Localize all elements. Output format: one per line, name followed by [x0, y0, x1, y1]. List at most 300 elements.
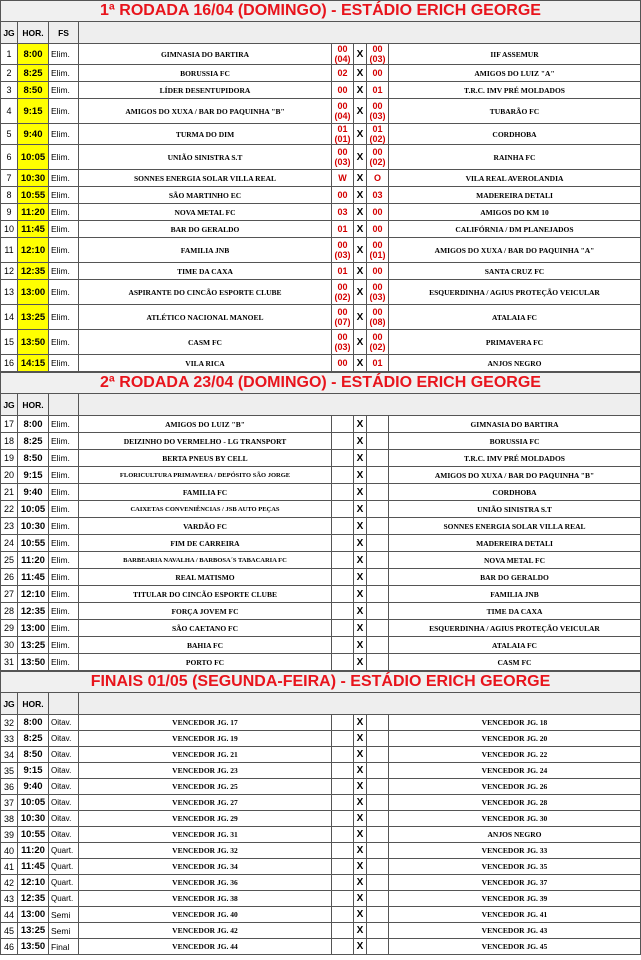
- versus-mark: X: [354, 330, 367, 355]
- match-phase: Elim.: [49, 263, 79, 280]
- match-phase: Oitav.: [49, 715, 79, 731]
- versus-mark: X: [354, 586, 367, 603]
- away-penalties: (03): [369, 292, 386, 302]
- match-phase: Elim.: [49, 145, 79, 170]
- away-team: VENCEDOR JG. 41: [389, 907, 641, 923]
- match-time: 10:30: [18, 170, 49, 187]
- game-number: 44: [1, 907, 18, 923]
- away-score: [367, 923, 389, 939]
- versus-mark: X: [354, 263, 367, 280]
- game-number: 14: [1, 305, 18, 330]
- versus-mark: X: [354, 467, 367, 484]
- away-score: [367, 875, 389, 891]
- away-team: ATALAIA FC: [389, 305, 641, 330]
- away-team: VENCEDOR JG. 33: [389, 843, 641, 859]
- match-phase: Elim.: [49, 603, 79, 620]
- home-score: [332, 779, 354, 795]
- home-goals: 03: [337, 207, 348, 217]
- match-phase: Semi: [49, 907, 79, 923]
- away-score: [367, 467, 389, 484]
- home-score: [332, 221, 354, 238]
- header-spacer: [79, 693, 641, 715]
- home-score: [332, 65, 354, 82]
- home-team: DEIZINHO DO VERMELHO - LG TRANSPORT: [79, 433, 332, 450]
- match-time: 13:50: [18, 330, 49, 355]
- away-score: [367, 654, 389, 671]
- versus-mark: X: [354, 569, 367, 586]
- home-score: [332, 484, 354, 501]
- match-row: [0, 923, 641, 939]
- match-time: 10:30: [18, 811, 49, 827]
- home-penalties: (04): [334, 54, 351, 64]
- game-number: 8: [1, 187, 18, 204]
- header-hor: HOR.: [18, 22, 49, 44]
- match-time: 12:10: [18, 238, 49, 263]
- away-goals: 00: [372, 68, 383, 78]
- home-team: VENCEDOR JG. 36: [79, 875, 332, 891]
- away-team: VENCEDOR JG. 35: [389, 859, 641, 875]
- match-row: [0, 501, 641, 518]
- game-number: 6: [1, 145, 18, 170]
- away-team: ESQUERDINHA / AGIUS PROTEÇÃO VEICULAR: [389, 620, 641, 637]
- versus-mark: X: [354, 170, 367, 187]
- away-team: TIME DA CAXA: [389, 603, 641, 620]
- home-team: VARDÃO FC: [79, 518, 332, 535]
- away-penalties: (02): [369, 342, 386, 352]
- versus-mark: X: [354, 939, 367, 955]
- away-team: IIF ASSEMUR: [389, 44, 641, 65]
- away-penalties: (03): [369, 111, 386, 121]
- match-row: [0, 939, 641, 955]
- match-row: [0, 484, 641, 501]
- match-time: 10:05: [18, 501, 49, 518]
- home-team: FAMILIA JNB: [79, 238, 332, 263]
- game-number: 46: [1, 939, 18, 955]
- match-phase: Elim.: [49, 467, 79, 484]
- match-phase: Quart.: [49, 843, 79, 859]
- match-time: 9:15: [18, 763, 49, 779]
- away-score: [367, 99, 389, 124]
- home-team: ATLÉTICO NACIONAL MANOEL: [79, 305, 332, 330]
- game-number: 12: [1, 263, 18, 280]
- match-time: 8:25: [18, 731, 49, 747]
- header-fs: FS: [49, 22, 79, 44]
- game-number: 40: [1, 843, 18, 859]
- game-number: 37: [1, 795, 18, 811]
- away-team: AMIGOS DO XUXA / BAR DO PAQUINHA "B": [389, 467, 641, 484]
- game-number: 41: [1, 859, 18, 875]
- home-score: [332, 330, 354, 355]
- home-team: FIM DE CARREIRA: [79, 535, 332, 552]
- header-hor: HOR.: [18, 693, 49, 715]
- game-number: 15: [1, 330, 18, 355]
- home-team: CASM FC: [79, 330, 332, 355]
- header-fs: [49, 394, 79, 416]
- match-phase: Elim.: [49, 65, 79, 82]
- match-row: [0, 843, 641, 859]
- round-title: FINAIS 01/05 (SEGUNDA-FEIRA) - ESTÁDIO ERICH GEORGE: [0, 671, 641, 693]
- match-phase: Elim.: [49, 586, 79, 603]
- versus-mark: X: [354, 484, 367, 501]
- match-time: 10:05: [18, 795, 49, 811]
- away-penalties: (03): [369, 54, 386, 64]
- match-phase: Oitav.: [49, 747, 79, 763]
- away-team: VENCEDOR JG. 20: [389, 731, 641, 747]
- home-score: [332, 603, 354, 620]
- home-team: VENCEDOR JG. 40: [79, 907, 332, 923]
- home-goals: 00: [337, 85, 348, 95]
- home-team: BAHIA FC: [79, 637, 332, 654]
- home-team: GIMNASIA DO BARTIRA: [79, 44, 332, 65]
- versus-mark: X: [354, 124, 367, 145]
- match-phase: Elim.: [49, 355, 79, 372]
- match-phase: Quart.: [49, 891, 79, 907]
- table-header: [0, 22, 641, 44]
- away-team: AMIGOS DO LUIZ "A": [389, 65, 641, 82]
- match-row: [0, 779, 641, 795]
- versus-mark: X: [354, 204, 367, 221]
- match-time: 10:55: [18, 827, 49, 843]
- home-team: VILA RICA: [79, 355, 332, 372]
- home-goals: 00: [337, 282, 348, 292]
- away-team: GIMNASIA DO BARTIRA: [389, 416, 641, 433]
- home-team: SONNES ENERGIA SOLAR VILLA REAL: [79, 170, 332, 187]
- match-phase: Elim.: [49, 187, 79, 204]
- away-team: MADEREIRA DETALI: [389, 187, 641, 204]
- away-goals: 00: [372, 307, 383, 317]
- away-score: [367, 484, 389, 501]
- match-row: [0, 535, 641, 552]
- match-time: 13:00: [18, 907, 49, 923]
- versus-mark: X: [354, 65, 367, 82]
- match-time: 13:50: [18, 939, 49, 955]
- home-team: FORÇA JOVEM FC: [79, 603, 332, 620]
- match-phase: Elim.: [49, 518, 79, 535]
- home-team: UNIÃO SINISTRA S.T: [79, 145, 332, 170]
- home-score: [332, 170, 354, 187]
- match-phase: Semi: [49, 923, 79, 939]
- home-score: [332, 467, 354, 484]
- away-team: CORDHOBA: [389, 124, 641, 145]
- versus-mark: X: [354, 433, 367, 450]
- match-time: 8:50: [18, 82, 49, 99]
- match-phase: Oitav.: [49, 763, 79, 779]
- match-phase: Elim.: [49, 170, 79, 187]
- away-score: [367, 170, 389, 187]
- match-time: 11:20: [18, 552, 49, 569]
- home-penalties: (04): [334, 111, 351, 121]
- versus-mark: X: [354, 221, 367, 238]
- away-goals: 00: [372, 207, 383, 217]
- home-score: [332, 518, 354, 535]
- home-score: [332, 124, 354, 145]
- away-penalties: (02): [369, 157, 386, 167]
- game-number: 22: [1, 501, 18, 518]
- match-row: [0, 518, 641, 535]
- away-score: [367, 939, 389, 955]
- home-goals: 00: [337, 190, 348, 200]
- home-goals: 00: [337, 147, 348, 157]
- match-row: [0, 467, 641, 484]
- versus-mark: X: [354, 44, 367, 65]
- game-number: 16: [1, 355, 18, 372]
- match-row: [0, 187, 641, 204]
- away-score: [367, 747, 389, 763]
- away-score: [367, 811, 389, 827]
- match-phase: Elim.: [49, 433, 79, 450]
- match-row: [0, 124, 641, 145]
- match-phase: Oitav.: [49, 827, 79, 843]
- match-time: 14:15: [18, 355, 49, 372]
- home-goals: 00: [337, 332, 348, 342]
- home-team: LÍDER DESENTUPIDORA: [79, 82, 332, 99]
- versus-mark: X: [354, 715, 367, 731]
- home-goals: 02: [337, 68, 348, 78]
- away-score: [367, 603, 389, 620]
- away-score: [367, 305, 389, 330]
- away-team: VENCEDOR JG. 45: [389, 939, 641, 955]
- versus-mark: X: [354, 501, 367, 518]
- match-phase: Final: [49, 939, 79, 955]
- versus-mark: X: [354, 875, 367, 891]
- home-score: [332, 569, 354, 586]
- match-phase: Oitav.: [49, 811, 79, 827]
- away-team: VENCEDOR JG. 30: [389, 811, 641, 827]
- game-number: 20: [1, 467, 18, 484]
- home-score: [332, 145, 354, 170]
- away-score: [367, 187, 389, 204]
- away-goals: 00: [372, 101, 383, 111]
- match-time: 10:55: [18, 187, 49, 204]
- home-team: BERTA PNEUS BY CELL: [79, 450, 332, 467]
- match-time: 13:00: [18, 620, 49, 637]
- versus-mark: X: [354, 450, 367, 467]
- versus-mark: X: [354, 280, 367, 305]
- home-team: AMIGOS DO LUIZ "B": [79, 416, 332, 433]
- away-goals: 00: [372, 282, 383, 292]
- header-fs: [49, 693, 79, 715]
- match-row: [0, 859, 641, 875]
- versus-mark: X: [354, 620, 367, 637]
- match-time: 11:20: [18, 843, 49, 859]
- game-number: 43: [1, 891, 18, 907]
- away-team: ESQUERDINHA / AGIUS PROTEÇÃO VEICULAR: [389, 280, 641, 305]
- versus-mark: X: [354, 99, 367, 124]
- home-team: VENCEDOR JG. 17: [79, 715, 332, 731]
- home-score: [332, 907, 354, 923]
- away-team: VENCEDOR JG. 43: [389, 923, 641, 939]
- header-jg: JG: [1, 22, 18, 44]
- home-score: [332, 811, 354, 827]
- away-score: [367, 124, 389, 145]
- game-number: 11: [1, 238, 18, 263]
- away-team: BORUSSIA FC: [389, 433, 641, 450]
- away-goals: 01: [372, 124, 383, 134]
- home-team: BAR DO GERALDO: [79, 221, 332, 238]
- match-row: [0, 795, 641, 811]
- home-score: [332, 416, 354, 433]
- home-penalties: (03): [334, 157, 351, 167]
- home-score: [332, 620, 354, 637]
- versus-mark: X: [354, 355, 367, 372]
- away-score: [367, 715, 389, 731]
- home-goals: 01: [337, 266, 348, 276]
- versus-mark: X: [354, 923, 367, 939]
- home-team: REAL MATISMO: [79, 569, 332, 586]
- game-number: 32: [1, 715, 18, 731]
- game-number: 38: [1, 811, 18, 827]
- match-row: [0, 44, 641, 65]
- away-goals: 00: [372, 332, 383, 342]
- away-team: UNIÃO SINISTRA S.T: [389, 501, 641, 518]
- away-score: [367, 859, 389, 875]
- match-phase: Elim.: [49, 238, 79, 263]
- match-row: [0, 569, 641, 586]
- game-number: 23: [1, 518, 18, 535]
- versus-mark: X: [354, 859, 367, 875]
- match-row: [0, 238, 641, 263]
- game-number: 26: [1, 569, 18, 586]
- match-time: 9:40: [18, 124, 49, 145]
- away-team: NOVA METAL FC: [389, 552, 641, 569]
- home-score: [332, 204, 354, 221]
- home-score: [332, 305, 354, 330]
- away-score: [367, 907, 389, 923]
- match-row: [0, 450, 641, 467]
- away-team: VENCEDOR JG. 24: [389, 763, 641, 779]
- match-row: [0, 355, 641, 372]
- game-number: 5: [1, 124, 18, 145]
- match-row: [0, 221, 641, 238]
- table-header: [0, 394, 641, 416]
- home-team: BARBEARIA NAVALHA / BARBOSA´S TABACARIA FC: [79, 552, 332, 569]
- match-phase: Elim.: [49, 280, 79, 305]
- home-score: [332, 923, 354, 939]
- home-goals: 00: [337, 101, 348, 111]
- away-goals: 00: [372, 266, 383, 276]
- match-row: [0, 763, 641, 779]
- game-number: 1: [1, 44, 18, 65]
- match-row: [0, 875, 641, 891]
- home-score: [332, 843, 354, 859]
- home-penalties: (03): [334, 342, 351, 352]
- match-row: [0, 731, 641, 747]
- table-header: [0, 693, 641, 715]
- match-row: [0, 170, 641, 187]
- game-number: 10: [1, 221, 18, 238]
- match-time: 9:15: [18, 99, 49, 124]
- match-row: [0, 637, 641, 654]
- header-spacer: [79, 22, 641, 44]
- versus-mark: X: [354, 843, 367, 859]
- versus-mark: X: [354, 603, 367, 620]
- away-team: AMIGOS DO KM 10: [389, 204, 641, 221]
- match-time: 8:00: [18, 715, 49, 731]
- home-team: TITULAR DO CINCÃO ESPORTE CLUBE: [79, 586, 332, 603]
- home-team: VENCEDOR JG. 38: [79, 891, 332, 907]
- away-score: [367, 891, 389, 907]
- home-team: VENCEDOR JG. 44: [79, 939, 332, 955]
- match-row: [0, 620, 641, 637]
- match-time: 11:20: [18, 204, 49, 221]
- away-score: [367, 501, 389, 518]
- match-row: [0, 263, 641, 280]
- header-spacer: [79, 394, 641, 416]
- away-score: [367, 586, 389, 603]
- game-number: 3: [1, 82, 18, 99]
- game-number: 17: [1, 416, 18, 433]
- versus-mark: X: [354, 145, 367, 170]
- versus-mark: X: [354, 763, 367, 779]
- match-time: 13:25: [18, 637, 49, 654]
- game-number: 36: [1, 779, 18, 795]
- match-row: [0, 552, 641, 569]
- game-number: 33: [1, 731, 18, 747]
- versus-mark: X: [354, 552, 367, 569]
- match-phase: Elim.: [49, 82, 79, 99]
- game-number: 7: [1, 170, 18, 187]
- versus-mark: X: [354, 637, 367, 654]
- match-phase: Elim.: [49, 416, 79, 433]
- away-team: ANJOS NEGRO: [389, 827, 641, 843]
- away-team: VENCEDOR JG. 28: [389, 795, 641, 811]
- home-team: TURMA DO DIM: [79, 124, 332, 145]
- away-team: CORDHOBA: [389, 484, 641, 501]
- home-goals: 00: [337, 240, 348, 250]
- away-team: RAINHA FC: [389, 145, 641, 170]
- home-team: FAMILIA FC: [79, 484, 332, 501]
- round-section: [0, 0, 641, 372]
- home-score: [332, 939, 354, 955]
- game-number: 39: [1, 827, 18, 843]
- match-time: 13:25: [18, 923, 49, 939]
- away-team: VILA REAL AVEROLANDIA: [389, 170, 641, 187]
- match-time: 9:15: [18, 467, 49, 484]
- match-time: 12:35: [18, 891, 49, 907]
- home-team: VENCEDOR JG. 19: [79, 731, 332, 747]
- away-score: [367, 355, 389, 372]
- game-number: 31: [1, 654, 18, 671]
- home-team: ASPIRANTE DO CINCÃO ESPORTE CLUBE: [79, 280, 332, 305]
- home-score: [332, 44, 354, 65]
- away-team: PRIMAVERA FC: [389, 330, 641, 355]
- home-score: [332, 450, 354, 467]
- match-time: 8:50: [18, 747, 49, 763]
- away-score: [367, 518, 389, 535]
- match-row: [0, 280, 641, 305]
- match-time: 12:35: [18, 263, 49, 280]
- home-score: [332, 891, 354, 907]
- match-phase: Elim.: [49, 450, 79, 467]
- home-score: [332, 82, 354, 99]
- away-score: [367, 44, 389, 65]
- match-time: 10:30: [18, 518, 49, 535]
- match-phase: Elim.: [49, 654, 79, 671]
- home-penalties: (02): [334, 292, 351, 302]
- match-row: [0, 65, 641, 82]
- away-team: T.R.C. IMV PRÉ MOLDADOS: [389, 450, 641, 467]
- away-goals: 00: [372, 224, 383, 234]
- away-score: [367, 535, 389, 552]
- home-goals: 01: [337, 224, 348, 234]
- match-row: [0, 145, 641, 170]
- away-goals: 01: [372, 85, 383, 95]
- match-time: 9:40: [18, 779, 49, 795]
- home-score: [332, 875, 354, 891]
- game-number: 24: [1, 535, 18, 552]
- match-time: 12:35: [18, 603, 49, 620]
- match-phase: Quart.: [49, 859, 79, 875]
